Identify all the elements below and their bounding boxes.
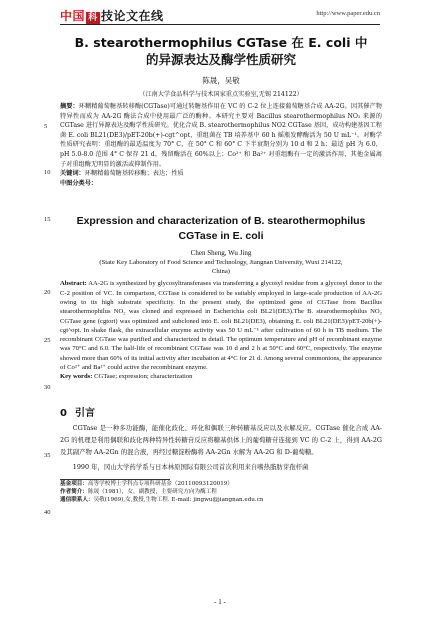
chinese-affiliation: （江南大学食品科学与技术国家重点实验室,无锡 214122）	[139, 91, 303, 98]
footnote-author	[60, 488, 382, 496]
english-authors: Chen Sheng, Wu Jing	[190, 249, 252, 258]
english-title-line: Expression and characterization of B. stearothermophilus	[76, 215, 366, 228]
line-number: 35	[44, 452, 51, 459]
chinese-title	[60, 34, 382, 68]
english-title-line: CGTase in E. coli	[178, 230, 264, 243]
line-number: 5	[44, 123, 48, 130]
chinese-title-line: B. stearothermophilus CGTase 在 E. coli 中	[74, 35, 368, 50]
logo-part1: 中国	[60, 9, 86, 23]
footnote-contact	[60, 496, 382, 504]
header-divider	[60, 24, 380, 25]
footnote-fund	[60, 480, 382, 488]
line-number: 10	[44, 169, 51, 176]
english-abstract	[60, 279, 382, 372]
english-affiliation-line: China)	[212, 268, 230, 276]
chinese-clc-label: 中图分类号：	[60, 179, 98, 187]
logo-part2: 技论文在线	[101, 9, 164, 23]
english-keywords-label: Key words:	[60, 373, 93, 381]
logo-box: 科	[86, 12, 100, 25]
english-abstract-text: AA-2G is synthesized by glycosyltransferases via transferring a glycosyl residue from a glycosyl donor to the C-2 position of VC. In comparison, CGTase is considered to be suitably employed in large-scale production of AA-2G owing to its high substrate specificity. In the present study, the optimized gene of CGTase from Bacillus stearothermophilus NO₂ was cloned and expressed in Escherichia coli BL21(DE3).The B. stearothermophilus NO₂ CGTase gene (cgtori) was optimized and subcloned into E. coli BL21(DE3), obtaining E. coli BL21(DE3)/pET-20b(+)-cgt^opt. In shake flask, the extracellular enzyme activity was 50 U mL⁻¹ after cultivation of 60 h in TB medium. The recombinant CGTase was purified and characterized in detail. The optimum temperature and pH of recombinant enzyme was 70°C and 6.0. The half-life of recombinant CGTase was 10 d and 2 h at 50°C and 60°C, respectively. The enzyme showed more than 60% of its initial activity after incubation at 4°C for 21 d. Among several commonions, the appearance of Co²⁺ and Ba²⁺ could active the recombinant enzyme.	[60, 280, 382, 372]
chinese-keywords	[60, 169, 382, 179]
english-abstract-label: Abstract:	[60, 280, 87, 288]
chinese-keywords-label: 关键词：	[60, 170, 85, 178]
line-number: 25	[44, 337, 51, 344]
header-url[interactable]: http://www.paper.edu.cn	[316, 10, 380, 17]
english-affiliation-line: (State Key Laboratory of Food Science and Technology, Jiangnan University, Wuxi 214122,	[99, 259, 343, 267]
footnote-fund-text: 高等学校博士学科点专项科研基金（20110093120019）	[87, 480, 233, 487]
english-affiliation	[60, 258, 382, 276]
line-numbers	[0, 0, 51, 620]
body-paragraph: CGTase 是一种多功能酶，能催化歧化、环化和偶联三种转糖基反应以及水解反应。CGTase 催化合成 AA-2G 的机理是利用偶联和歧化两种特异性转糖苷反应将糖基供体上的葡萄糖苷连接到 VC 的 C-2 上，得到 AA-2G 及其副产物 AA-2Gn 的混合液，再经过糖淀粉酶将 AA-2Gn 水解为 AA-2G 和 D-葡萄糖。	[60, 423, 382, 456]
chinese-abstract-label: 摘要：	[60, 103, 79, 110]
footnote-contact-text: 吴敬(1969),女,教授,生物工程. E-mail: jingwu@jiangnan.edu.cn	[93, 497, 264, 504]
line-number: 20	[44, 289, 51, 296]
section-title: 引言	[74, 407, 95, 419]
chinese-keywords-text: 环糊精葡萄糖基转移酶；表达；性质	[84, 170, 184, 178]
footnote-author-label: 作者简介：	[60, 488, 88, 495]
section-heading	[60, 404, 382, 419]
journal-logo	[60, 7, 164, 25]
section-number: 0	[60, 407, 67, 419]
page-content	[60, 28, 382, 504]
chinese-clc	[60, 179, 382, 189]
english-keywords	[60, 372, 382, 381]
chinese-authors: 陈晟，吴敬	[202, 76, 240, 85]
chinese-abstract	[60, 102, 382, 169]
line-number: 40	[44, 509, 51, 516]
english-title	[60, 214, 382, 244]
chinese-title-line: 的异源表达及酶学性质研究	[145, 52, 296, 67]
footnote-contact-label: 通信联系人：	[60, 497, 94, 504]
english-keywords-text: CGTase; expression; characterization	[92, 373, 193, 381]
page-number: - 1 -	[214, 598, 226, 606]
line-number: 15	[44, 216, 51, 223]
line-number: 30	[44, 384, 51, 391]
chinese-abstract-text: 环糊精葡萄糖基转移酶(CGTase)可通过转糖基作用在 VC 的 C-2 位上连接葡萄糖基合成 AA-2G。因其催产物特异性而成为 AA-2G 酶法合成中使用最广泛的酶种。本研究主要对 Bacillus stearothermophilus NO₂ 来源的 CGTase 进行异源表达及酶学性质研究。优化合成 B. stearothermophilus NO2 CGTase 基因，成功构建基因工程菌 E. coli BL21(DE3)/pET-20b(+)-cgt^opt，重组菌在 TB 培养基中 60 h 摇瓶发酵酶活为 50 U mL⁻¹。对酶学性质研究表明：重组酶的最适温度为 70° C，在 50° C 和 60° C 下半衰期分别为 10 d 和 2 h；最适 pH 为 6.0，pH 5.0-8.0 范围 4° C 保存 21 d，残留酶活在 60%以上；Co²⁺ 和 Ba²⁺ 对重组酶有一定的激活作用，其他金属离子对重组酶无明显的激活或抑制作用。	[60, 103, 382, 168]
footnote-author-text: 陈晟（1981），女，副教授，主要研究方向为酶工程	[87, 488, 217, 495]
footnote-fund-label: 基金项目：	[60, 480, 88, 487]
body-paragraph: 1990 年，冈山大学药学系与日本林原国际有限公司首次利用来自嗜热脂肪芽孢杆菌	[72, 462, 309, 471]
